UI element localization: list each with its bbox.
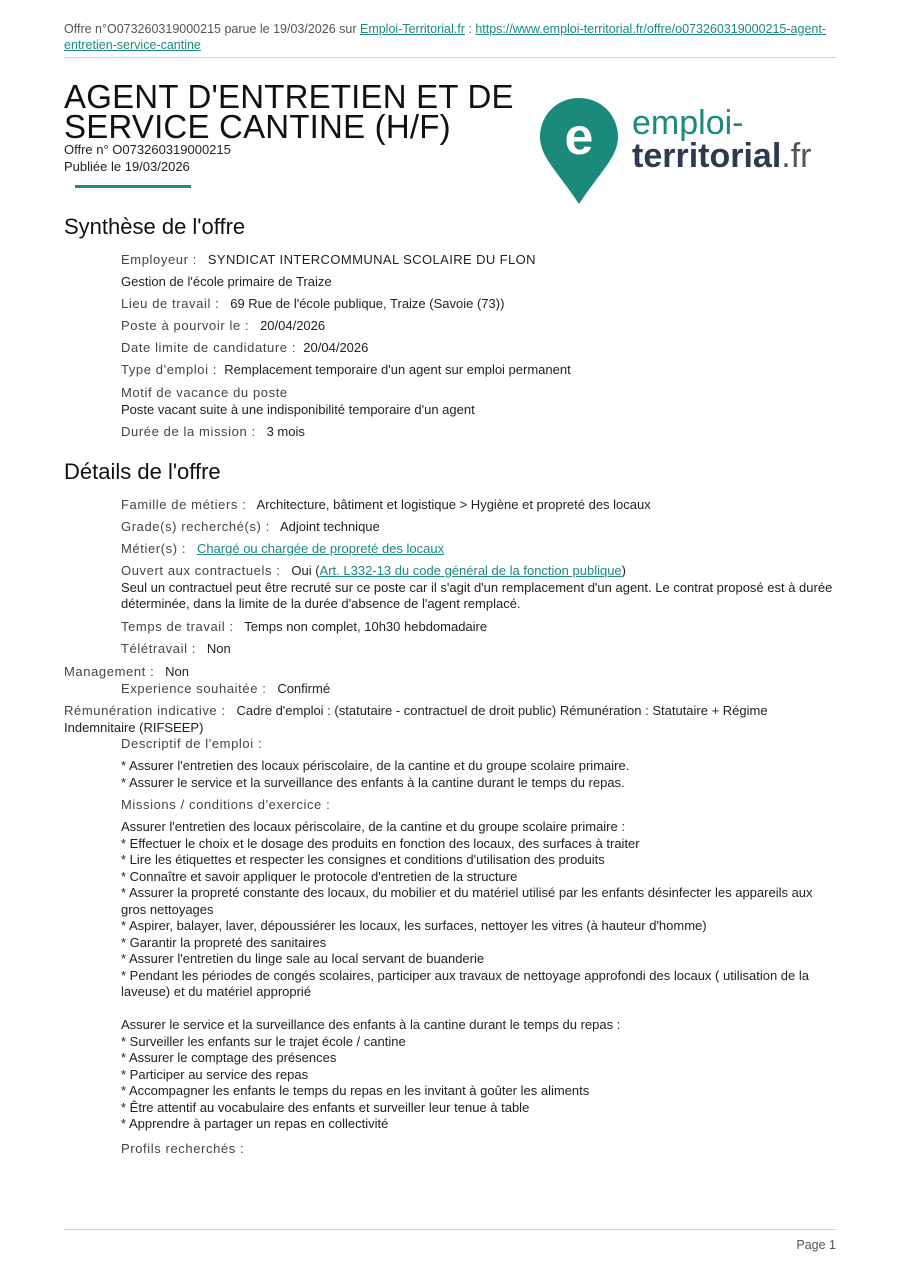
legal-article-link[interactable]: Art. L332-13 du code général de la fonction publique <box>319 563 622 578</box>
section-heading-details: Détails de l'offre <box>64 459 221 484</box>
title-accent-bar <box>75 185 191 188</box>
job-title <box>64 78 544 145</box>
list-item: * Assurer le service et la surveillance des enfants à la cantine durant le temps du repas. <box>121 774 625 790</box>
start-date-row: Poste à pourvoir le : 20/04/2026 <box>121 318 326 333</box>
missions-label: Missions / conditions d'exercice : <box>121 797 331 812</box>
job-role-link[interactable]: Chargé ou chargée de propreté des locaux <box>196 541 445 556</box>
employer-row: Employeur : SYNDICAT INTERCOMMUNAL SCOLAIRE DU FLON <box>121 252 536 267</box>
profiles-label: Profils recherchés : <box>121 1141 245 1156</box>
job-role-row: Métier(s) : Chargé ou chargée de propreté des locaux <box>121 541 445 556</box>
job-title-line-1: AGENT D'ENTRETIEN ET DE <box>64 78 514 115</box>
logo-text-bottom: territorial.fr <box>632 137 812 175</box>
list-item: Assurer l'entretien des locaux périscolaire, de la cantine et du groupe scolaire primaire : <box>121 819 625 834</box>
list-item: * Être attentif au vocabulaire des enfants et surveiller leur tenue à table <box>121 1099 530 1115</box>
description-body <box>121 758 836 791</box>
offer-number: Offre n° O073260319000215 <box>64 142 231 157</box>
published-date: Publiée le 19/03/2026 <box>64 159 190 174</box>
list-item: * Aspirer, balayer, laver, dépoussiérer les locaux, les surfaces, nettoyer les vitres (à hauteur d'homme) <box>121 918 707 933</box>
list-item: * Assurer la propreté constante des locaux, du mobilier et du matériel utilisé par les enfants désinfecter les appareils aux gros nettoyages <box>121 885 813 917</box>
list-item: * Participer au service des repas <box>121 1066 309 1082</box>
contract-note: Seul un contractuel peut être recruté sur ce poste car il s'agit d'un remplacement d'un agent. Le contrat proposé est à durée déterminée, dans la limite de la durée d'absence de l'agent remplacé. <box>121 579 833 611</box>
page-number: Page 1 <box>796 1238 836 1252</box>
grade-row: Grade(s) recherché(s) : Adjoint technique <box>121 519 380 534</box>
list-item: * Effectuer le choix et le dosage des produits en fonction des locaux, des surfaces à traiter <box>121 835 640 851</box>
employment-type-row: Type d'emploi : Remplacement temporaire d'un agent sur emploi permanent <box>121 362 571 377</box>
experience-row: Experience souhaitée : Confirmé <box>121 681 331 696</box>
list-item: * Surveiller les enfants sur le trajet école / cantine <box>121 1033 406 1049</box>
footer-divider <box>64 1229 836 1230</box>
employer-note: Gestion de l'école primaire de Traize <box>121 274 332 289</box>
list-item: * Assurer le comptage des présences <box>121 1050 337 1065</box>
offer-url-link[interactable]: https://www.emploi-territorial.fr/offre/o073260319000215-agent-entretien-service-cantine <box>64 22 826 52</box>
location-row: Lieu de travail : 69 Rue de l'école publique, Traize (Savoie (73)) <box>121 296 505 311</box>
remote-work-row: Télétravail : Non <box>121 641 231 656</box>
list-item: * Pendant les périodes de congés scolaires, participer aux travaux de nettoyage approfondi des locaux ( utilisation de la laveuse) et du matériel approprié <box>121 967 809 999</box>
description-label: Descriptif de l'emploi : <box>121 736 263 751</box>
list-item: * Garantir la propreté des sanitaires <box>121 934 327 950</box>
contract-row: Ouvert aux contractuels : Oui (Art. L332-13 du code général de la fonction publique) Seul un contractuel peut être recruté sur ce poste car il s'agit d'un remplacement d'un agent. Le contrat proposé est à durée déterminée, dans la limite de la durée d'absence de l'agent remplacé. <box>121 563 836 613</box>
list-item: * Lire les étiquettes et respecter les consignes et conditions d'utilisation des produits <box>121 852 605 867</box>
location-pin-icon <box>540 98 618 204</box>
list-item: * Assurer l'entretien des locaux périscolaire, de la cantine et du groupe scolaire primaire. <box>121 758 630 773</box>
logo-text-top: emploi- <box>632 104 744 142</box>
deadline-row: Date limite de candidature : 20/04/2026 <box>121 340 369 355</box>
separator: : <box>468 22 472 36</box>
list-item: * Apprendre à partager un repas en collectivité <box>121 1116 389 1131</box>
list-item: * Assurer l'entretien du linge sale au local servant de buanderie <box>121 951 485 966</box>
mission-duration-row: Durée de la mission : 3 mois <box>121 424 305 439</box>
missions-body <box>121 819 836 1133</box>
section-heading-synthese: Synthèse de l'offre <box>64 214 246 239</box>
management-row: Management : Non <box>64 664 190 679</box>
list-item: * Accompagner les enfants le temps du repas en les invitant à goûter les aliments <box>121 1083 590 1098</box>
list-item: * Connaître et savoir appliquer le protocole d'entretien de la structure <box>121 868 518 884</box>
salary-row: Rémunération indicative : Cadre d'emploi : (statutaire - contractuel de droit public) Rémunération : Statutaire + Régime Indemnitaire (RIFSEEP) <box>64 703 768 735</box>
emploi-territorial-logo <box>540 94 840 208</box>
header-divider <box>64 57 836 58</box>
working-time-row: Temps de travail : Temps non complet, 10h30 hebdomadaire <box>121 619 488 634</box>
vacancy-reason-row: Motif de vacance du poste Poste vacant suite à une indisponibilité temporaire d'un agent <box>121 385 475 417</box>
job-title-line-2: SERVICE CANTINE (H/F) <box>64 108 451 145</box>
svg-text:e: e <box>564 108 594 166</box>
job-family-row: Famille de métiers : Architecture, bâtiment et logistique > Hygiène et propreté des locaux <box>121 497 651 512</box>
offer-source-line <box>64 21 836 53</box>
list-item: Assurer le service et la surveillance des enfants à la cantine durant le temps du repas : <box>121 1017 621 1032</box>
offer-source-prefix: Offre n°O073260319000215 parue le 19/03/2026 sur <box>64 22 357 36</box>
emploi-territorial-link[interactable]: Emploi-Territorial.fr <box>359 22 465 36</box>
